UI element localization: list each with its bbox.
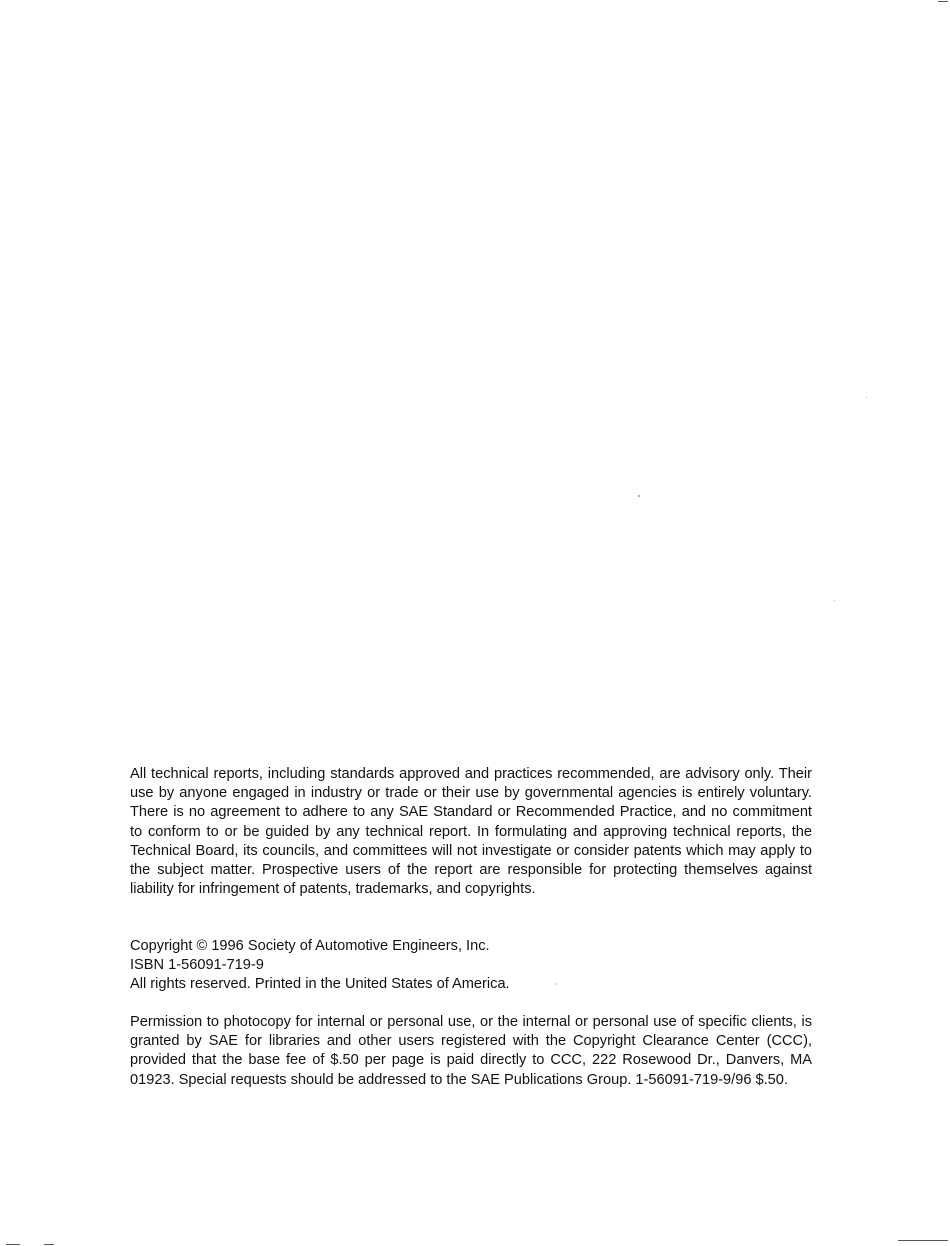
scan-edge-mark (938, 1, 948, 2)
scan-speck (638, 495, 640, 497)
disclaimer-paragraph: All technical reports, including standards approved and practices recommended, are advisory only. Their use by anyone engaged in industry or trade or their use by governmental agencies is entirely voluntary. There is no agreement to adhere to any SAE Standard or Recommended Practice, and no commitment to conform to or be guided by any technical report. In formulating and approving technical reports, the Technical Board, its councils, and committees will not investigate or consider patents which may apply to the subject matter. Prospective users of the report are responsible for protecting themselves against liability for infringement of patents, trademarks, and copyrights. (130, 766, 812, 898)
scan-edge-mark (44, 1244, 54, 1245)
scan-edge-mark (898, 1240, 948, 1241)
permission-paragraph: Permission to photocopy for internal or personal use, or the internal or personal use of specific clients, is granted by SAE for libraries and other users registered with the Copyright Clearance Center (CCC), provided that the base fee of $.50 per page is paid directly to CCC, 222 Rosewood Dr., Danvers, MA 01923. Special requests should be addressed to the SAE Publications Group. 1-56091-719-9/96 $.50. (130, 1014, 812, 1088)
scan-edge-mark (6, 1244, 20, 1245)
rights-line: All rights reserved. Printed in the United States of America. (130, 976, 510, 993)
copyright-notice: Copyright © 1996 Society of Automotive Engineers, Inc. (130, 938, 490, 954)
copyright-block (130, 937, 812, 995)
scan-speck (834, 600, 835, 601)
scan-speck (866, 397, 867, 398)
isbn-line: ISBN 1-56091-719-9 (130, 957, 264, 974)
